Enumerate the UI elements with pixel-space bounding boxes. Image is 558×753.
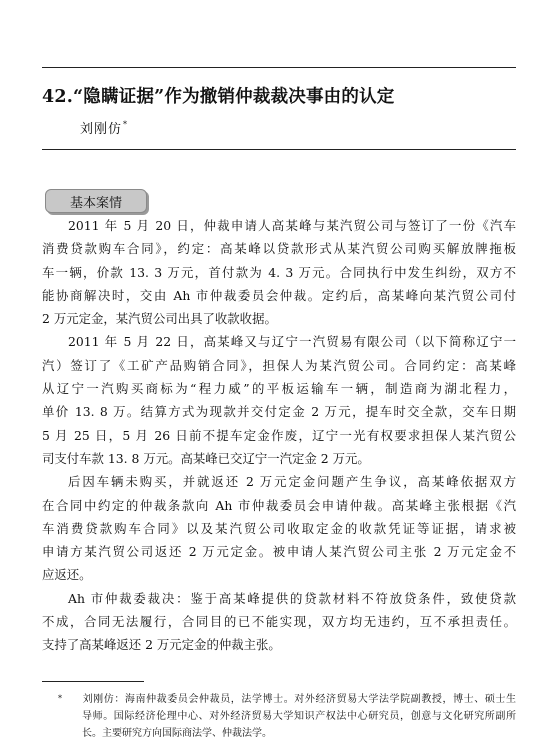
paragraph-2-line-6: 司支付车款 13. 8 万元。高某峰已交辽宁一汽定金 2 万元。 <box>42 450 370 466</box>
footnote-separator <box>42 681 144 682</box>
paragraph-3-line-1: 后因车辆未购买，并就返还 2 万元定金问题产生争议，高某峰依据双方 <box>68 474 516 490</box>
footnote-line-3: 长。主要研究方向国际商法学、仲裁法学。 <box>82 728 272 739</box>
case-body <box>42 214 516 657</box>
footnote-line-2: 导师。国际经济伦理中心、对外经济贸易大学知识产权法中心研究员，创意与文化研究所副所 <box>82 710 516 722</box>
paragraph-1-line-2: 消费贷款购车合同》，约定：高某峰以贷款形式从某汽贸公司购买解放牌拖板 <box>42 241 516 257</box>
footnote <box>42 690 516 743</box>
paragraph-2-line-3: 从辽宁一汽购买商标为“程力威”的平板运输车一辆，制造商为湖北程力， <box>42 381 516 397</box>
header-top-rule <box>42 67 516 68</box>
paragraph-1-line-4: 能协商解决时，交由 Ah 市仲裁委员会仲裁。定约后，高某峰向某汽贸公司付 <box>42 287 516 303</box>
footnote-mark: * <box>58 694 62 703</box>
paragraph-3-line-2: 在合同中约定的仲裁条款向 Ah 市仲裁委员会申请仲裁。高某峰主张根据《汽 <box>42 497 516 513</box>
section-heading-box <box>45 189 147 213</box>
section-heading-label: 基本案情 <box>69 196 122 211</box>
header-bottom-rule <box>42 149 516 150</box>
paragraph-1-line-1: 2011 年 5 月 20 日，仲裁申请人高某峰与某汽贸公司与签订了一份《汽车 <box>68 218 516 233</box>
paragraph-2-line-4: 单价 13. 8 万。结算方式为现款并交付定金 2 万元，提车时交全款，交车日期 <box>42 404 516 420</box>
paragraph-4-line-3: 支持了高某峰返还 2 万元定金的仲裁主张。 <box>42 637 281 653</box>
footnote-line-1: 刘刚仿：海南仲裁委员会仲裁员，法学博士。对外经济贸易大学法学院副教授，博士、硕士生 <box>82 694 516 705</box>
author-line <box>80 118 128 137</box>
chapter-title: 42.“隐瞒证据”作为撤销仲裁裁决事由的认定 <box>42 87 395 107</box>
paragraph-2-line-2: 汽）签订了《工矿产品购销合同》，担保人为某汽贸公司。合同约定：高某峰 <box>42 357 516 373</box>
paragraph-1-line-5: 2 万元定金，某汽贸公司出具了收款收据。 <box>42 311 277 327</box>
paragraph-3-line-4: 申请方某汽贸公司返还 2 万元定金。被申请人某汽贸公司主张 2 万元定金不 <box>42 544 516 560</box>
paragraph-1-line-3: 车一辆，价款 13. 3 万元，首付款为 4. 3 万元。合同执行中发生纠纷，双方不 <box>42 264 516 280</box>
paragraph-3-line-3: 车消费贷款购车合同》以及某汽贸公司收取定金的收款凭证等证据，请求被 <box>42 520 516 536</box>
paragraph-2-line-5: 5 月 25 日，5 月 26 日前不提车定金作废，辽宁一光有权要求担保人某汽贸公 <box>42 427 516 443</box>
paragraph-3-line-5: 应返还。 <box>42 567 92 583</box>
paragraph-2-line-1: 2011 年 5 月 22 日，高某峰又与辽宁一汽贸易有限公司（以下简称辽宁一 <box>68 334 516 350</box>
paragraph-4-line-1: Ah 市仲裁委裁决：鉴于高某峰提供的贷款材料不符放贷条件，致使贷款 <box>68 590 516 606</box>
author-name: 刘刚仿 <box>80 122 123 137</box>
author-footnote-mark: * <box>123 120 129 129</box>
paragraph-4-line-2: 不成，合同无法履行，合同目的已不能实现，双方均无违约，互不承担责任。 <box>42 614 516 630</box>
